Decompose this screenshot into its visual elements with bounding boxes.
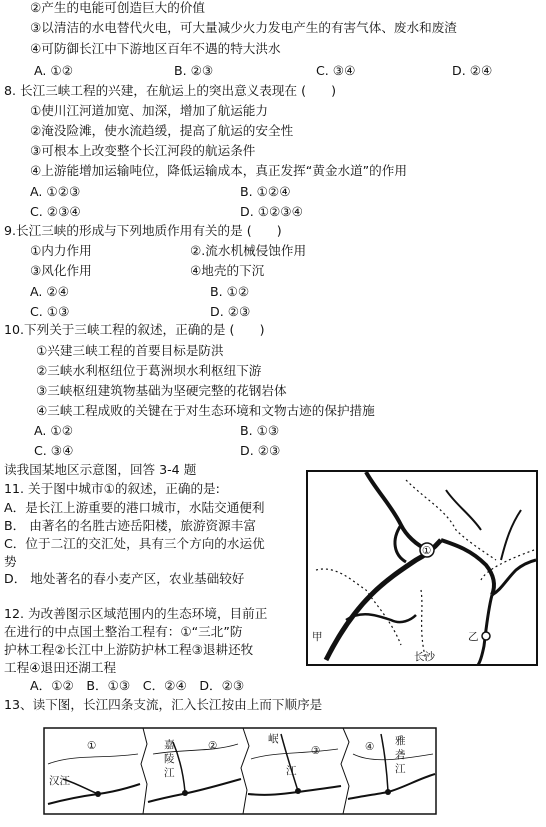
q12-line-1: 12. 为改善图示区域范围内的生态环境，目前正 (4, 606, 268, 621)
q8-item-3: ③可根本上改变整个长江河段的航运条件 (30, 143, 256, 158)
q9-item-1: ①内力作用 (30, 243, 92, 258)
jialing-char-1: 嘉 (164, 739, 175, 751)
q8-option-b: B. ①②④ (240, 184, 291, 199)
q9-stem: 9.长江三峡的形成与下列地质作用有关的是 ( ) (4, 223, 282, 238)
q7-option-a: A. ①② (34, 63, 73, 78)
panel-1-number: ① (87, 740, 97, 752)
q10-option-c: C. ③④ (34, 443, 74, 458)
city-1-label: ① (422, 545, 432, 557)
q10-stem: 10.下列关于三峡工程的叙述，正确的是 ( ) (4, 322, 265, 337)
label-changsha: 长沙 (414, 651, 435, 663)
q13-stem: 13、读下图，长江四条支流，汇入长江按由上而下顺序是 (4, 697, 323, 712)
confluence-dot (295, 788, 301, 794)
confluence-dot (95, 791, 101, 797)
tributaries-map (43, 724, 437, 816)
confluence-dot (385, 789, 391, 795)
q9-item-4: ④地壳的下沉 (190, 263, 265, 278)
q7-item-4: ④可防御长江中下游地区百年不遇的特大洪水 (30, 41, 281, 56)
q11-option-a: A．是长江上游重要的港口城市，水陆交通便利 (4, 500, 265, 515)
q9-item-2: ②.流水机械侵蚀作用 (190, 243, 307, 258)
q7-item-3: ③以清洁的水电替代火电，可大量减少火力发电产生的有害气体、废水和废渣 (30, 20, 457, 35)
q12-line-2: 在进行的中点国土整治工程有：①“三北”防 (4, 624, 243, 639)
yalong-char-2: 砻 (395, 749, 406, 761)
q8-option-c: C. ②③④ (30, 204, 81, 219)
q10-item-3: ③三峡枢纽建筑物基础为坚硬完整的花钢岩体 (36, 383, 287, 398)
q12-line-4: 工程④退田还湖工程 (4, 660, 117, 675)
yalong-char-3: 江 (395, 763, 406, 775)
q10-item-2: ②三峡水利枢纽位于葛洲坝水利枢纽下游 (36, 363, 262, 378)
q7-item-2: ②产生的电能可创造巨大的价值 (30, 0, 206, 15)
q10-option-a: A. ①② (34, 423, 73, 438)
section-intro: 读我国某地区示意图，回答 3-4 题 (4, 462, 197, 477)
label-yi: 乙 (468, 631, 479, 643)
q7-option-b: B. ②③ (174, 63, 214, 78)
q11-option-c-cont: 势 (4, 554, 17, 569)
q9-option-c: C. ①③ (30, 304, 70, 319)
q11-option-d: D． 地处著名的春小麦产区，农业基础较好 (4, 571, 245, 586)
yalong-char-1: 雅 (395, 735, 406, 747)
q9-option-b: B. ①② (210, 284, 250, 299)
q8-option-d: D. ①②③④ (240, 204, 303, 219)
q11-stem: 11. 关于图中城市①的叙述，正确的是: (4, 481, 220, 496)
q9-option-a: A. ②④ (30, 284, 69, 299)
label-jia: 甲 (312, 631, 323, 643)
q8-option-a: A. ①②③ (30, 184, 81, 199)
q7-option-d: D. ②④ (452, 63, 493, 78)
q7-option-c: C. ③④ (316, 63, 356, 78)
panel-4-number: ④ (365, 741, 375, 753)
q11-option-c: C．位于二江的交汇处，具有三个方向的水运优 (4, 536, 265, 551)
min-char-1: 岷 (268, 733, 279, 745)
q9-item-3: ③风化作用 (30, 263, 92, 278)
hanjiang-label: 汉江 (49, 775, 70, 787)
q10-option-b: B. ①③ (240, 423, 280, 438)
region-map (306, 470, 538, 666)
q9-option-d: D. ②③ (210, 304, 251, 319)
q10-option-d: D. ②③ (240, 443, 281, 458)
q8-item-4: ④上游能增加运输吨位，降低运输成本，真正发挥“黄金水道”的作用 (30, 163, 407, 178)
panel-2-number: ② (208, 740, 218, 752)
q10-item-4: ④三峡工程成败的关键在于对生态环境和文物古迹的保护措施 (36, 403, 375, 418)
q8-item-2: ②淹没险滩，使水流趋缓，提高了航运的安全性 (30, 123, 294, 138)
jialing-char-2: 陵 (164, 753, 175, 765)
min-char-2: 江 (286, 765, 297, 777)
q12-line-3: 护林工程②长江中上游防护林工程③退耕还牧 (4, 642, 254, 657)
q10-item-1: ①兴建三峡工程的首要目标是防洪 (36, 343, 224, 358)
q11-option-b: B． 由著名的名胜古迹岳阳楼，旅游资源丰富 (4, 518, 256, 533)
tributaries-map-frame (44, 728, 436, 814)
city-yi-marker (482, 632, 490, 640)
q8-item-1: ①使川江河道加宽、加深，增加了航运能力 (30, 103, 268, 118)
q8-stem: 8. 长江三峡工程的兴建，在航运上的突出意义表现在 ( ) (4, 83, 337, 98)
q12-options: A．①② B．①③ C．②④ D．②③ (30, 678, 245, 693)
panel-3-number: ③ (311, 745, 321, 757)
confluence-dot (182, 790, 188, 796)
jialing-char-3: 江 (164, 767, 175, 779)
